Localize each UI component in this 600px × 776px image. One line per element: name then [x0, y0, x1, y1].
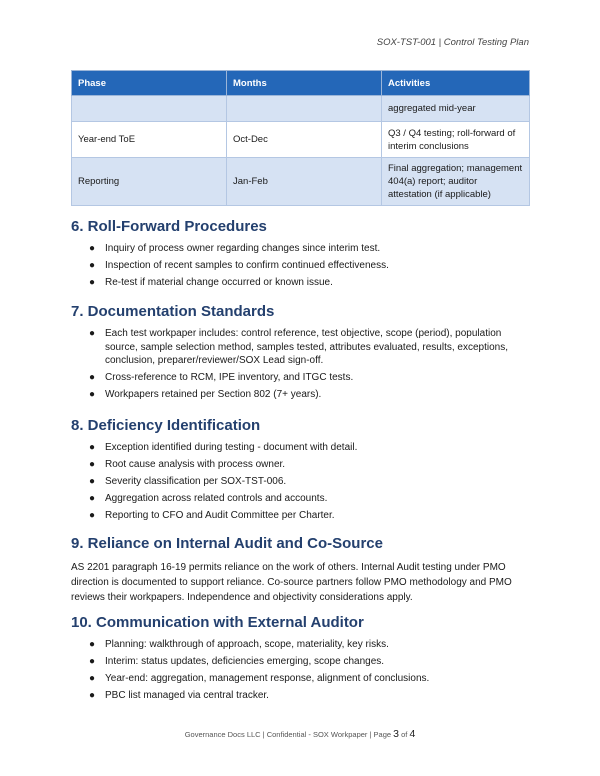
list-item [71, 388, 531, 402]
list-item-text: PBC list managed via central tracker. [105, 690, 269, 701]
bullet-icon: ● [89, 260, 96, 271]
bullet-icon: ● [89, 656, 96, 667]
list-item-text: Re-test if material change occurred or known issue. [105, 277, 333, 288]
page-header: SOX-TST-001 | Control Testing Plan [376, 37, 529, 48]
phase-table [71, 70, 530, 206]
section-heading: 7. Documentation Standards [71, 303, 275, 320]
list-item [71, 242, 531, 256]
column-header-phase: Phase [72, 71, 227, 96]
bullet-icon: ● [89, 476, 96, 487]
bullet-list [71, 327, 531, 402]
list-item [71, 475, 531, 489]
footer-of: of [399, 730, 410, 739]
bullet-icon: ● [89, 442, 96, 453]
cell-activities: Q3 / Q4 testing; roll-forward of interim conclusions [382, 122, 530, 158]
list-item-text: Inspection of recent samples to confirm continued effectiveness. [105, 260, 389, 271]
list-item-text: Exception identified during testing - document with detail. [105, 442, 358, 453]
list-item-text: Reporting to CFO and Audit Committee per Charter. [105, 510, 335, 521]
list-item [71, 441, 531, 455]
cell-activities: Final aggregation; management 404(a) report; auditor attestation (if applicable) [382, 158, 530, 206]
section-documentation-standards [71, 303, 531, 405]
list-item-text: Workpapers retained per Section 802 (7+ years). [105, 389, 322, 400]
list-item-text: Severity classification per SOX-TST-006. [105, 476, 287, 487]
section-reliance [71, 535, 531, 605]
list-item-text: Year-end: aggregation, management response, alignment of conclusions. [105, 673, 430, 684]
list-item-text: Interim: status updates, deficiencies emerging, scope changes. [105, 656, 385, 667]
section-heading: 8. Deficiency Identification [71, 417, 261, 434]
cell-activities: aggregated mid-year [382, 96, 530, 122]
cell-months: Jan-Feb [227, 158, 382, 206]
list-item-text: Cross-reference to RCM, IPE inventory, and ITGC tests. [105, 372, 354, 383]
bullet-icon: ● [89, 493, 96, 504]
section-roll-forward [71, 218, 531, 293]
cell-phase: Reporting [72, 158, 227, 206]
list-item [71, 655, 531, 669]
list-item [71, 327, 531, 368]
list-item [71, 276, 531, 290]
bullet-list [71, 638, 531, 703]
bullet-icon: ● [89, 372, 96, 383]
list-item [71, 672, 531, 686]
list-item-text: Aggregation across related controls and accounts. [105, 493, 328, 504]
section-paragraph: AS 2201 paragraph 16-19 permits reliance on the work of others. Internal Audit testing under PMO direction is documented to support reliance. Co-source partners follow PMO methodology and PMO reviews their workpapers. Independence and objectivity considerations apply. [71, 562, 512, 603]
bullet-icon: ● [89, 243, 96, 254]
section-external-auditor [71, 614, 531, 706]
list-item [71, 509, 531, 523]
list-item [71, 492, 531, 506]
bullet-icon: ● [89, 459, 96, 470]
section-deficiency-identification [71, 417, 531, 526]
list-item [71, 458, 531, 472]
bullet-icon: ● [89, 639, 96, 650]
cell-phase [72, 96, 227, 122]
list-item-text: Each test workpaper includes: control reference, test objective, scope (period), population source, sample selection method, samples tested, attributes evaluated, results, exceptions, conclusion, preparer/reviewer/SOX Lead sign-off. [105, 328, 508, 366]
bullet-icon: ● [89, 389, 96, 400]
section-heading: 6. Roll-Forward Procedures [71, 218, 267, 235]
bullet-list [71, 441, 531, 523]
bullet-icon: ● [89, 690, 96, 701]
bullet-icon: ● [89, 673, 96, 684]
page-total: 4 [409, 728, 416, 740]
list-item-text: Planning: walkthrough of approach, scope, materiality, key risks. [105, 639, 389, 650]
bullet-icon: ● [89, 277, 96, 288]
table-row [72, 122, 530, 158]
bullet-icon: ● [89, 328, 96, 339]
page-footer [0, 728, 600, 740]
cell-phase: Year-end ToE [72, 122, 227, 158]
section-heading: 10. Communication with External Auditor [71, 614, 364, 631]
footer-text: Governance Docs LLC | Confidential - SOX Workpaper | Page [184, 730, 394, 739]
list-item [71, 638, 531, 652]
table-header-row [72, 71, 530, 96]
list-item [71, 689, 531, 703]
list-item [71, 371, 531, 385]
column-header-activities: Activities [382, 71, 530, 96]
cell-months: Oct-Dec [227, 122, 382, 158]
cell-months [227, 96, 382, 122]
bullet-list [71, 242, 531, 290]
section-heading: 9. Reliance on Internal Audit and Co-Source [71, 535, 383, 552]
bullet-icon: ● [89, 510, 96, 521]
list-item-text: Root cause analysis with process owner. [105, 459, 286, 470]
list-item-text: Inquiry of process owner regarding changes since interim test. [105, 243, 381, 254]
table-row [72, 158, 530, 206]
list-item [71, 259, 531, 273]
table-row [72, 96, 530, 122]
column-header-months: Months [227, 71, 382, 96]
page-number: 3 [393, 728, 399, 740]
